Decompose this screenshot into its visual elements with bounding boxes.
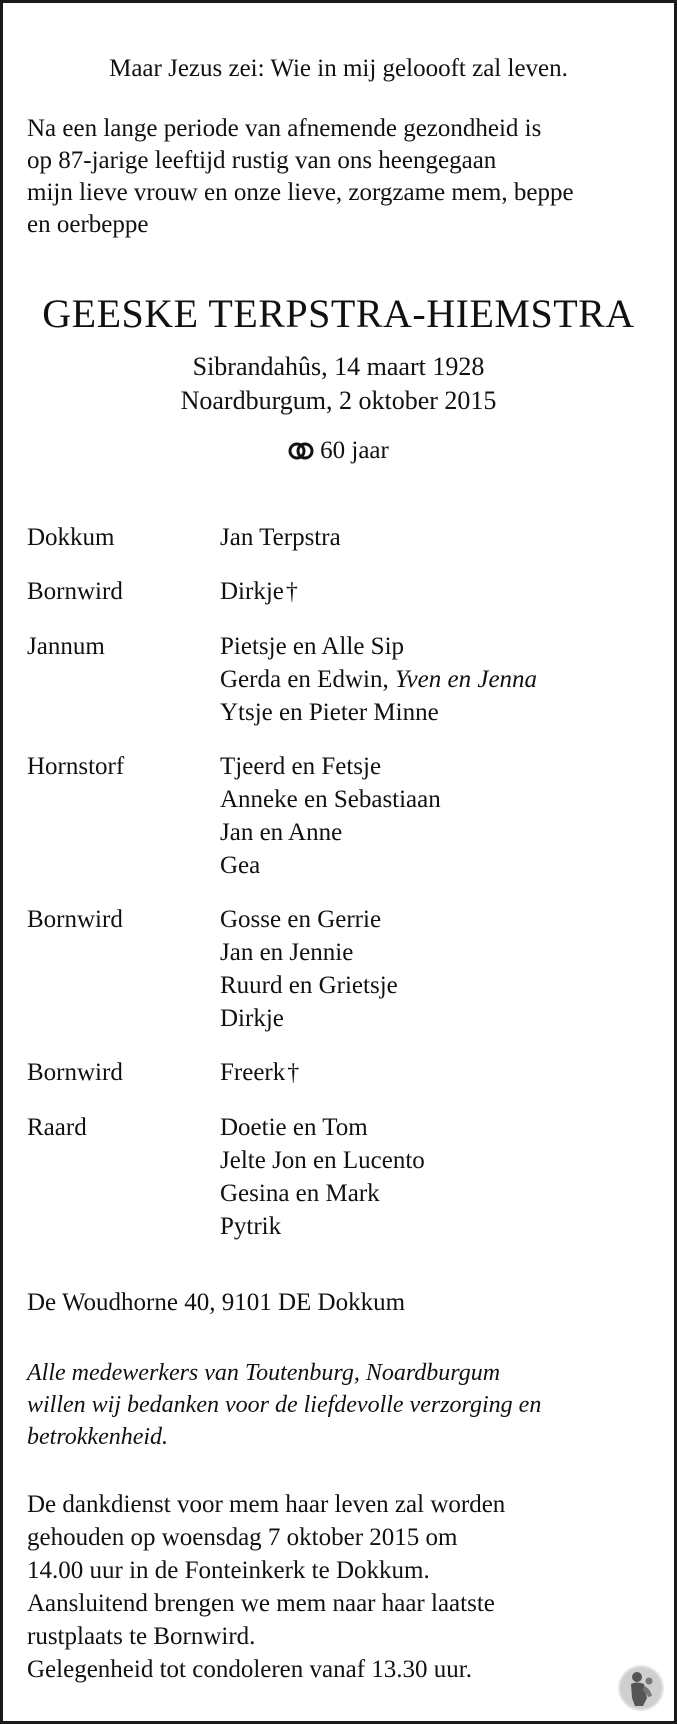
family-place: Jannum (27, 633, 105, 660)
family-members (220, 903, 398, 1035)
service-info (27, 1488, 657, 1686)
family-member: Dirkje (220, 578, 284, 605)
family-member-row (220, 575, 298, 609)
family-member: Anneke en Sebastiaan (220, 786, 441, 813)
family-member: Freerk (220, 1059, 286, 1086)
intro-line: op 87-jarige leeftijd rustig van ons heengegaan (27, 147, 497, 174)
family-member: Gea (220, 852, 261, 879)
family-place: Bornwird (27, 578, 123, 605)
family-members (220, 575, 298, 609)
family-member: Jan Terpstra (220, 524, 341, 551)
cross-icon: † (287, 1060, 300, 1086)
thanks-note (27, 1357, 657, 1453)
family-members (220, 521, 341, 554)
thanks-line: Alle medewerkers van Toutenburg, Noardburgum (27, 1360, 501, 1386)
thanks-line: betrokkenheid. (27, 1424, 169, 1450)
family-member: Ruurd en Grietsje (220, 972, 398, 999)
deceased-name: GEESKE TERPSTRA-HIEMSTRA (42, 291, 635, 336)
family-place: Dokkum (27, 524, 115, 551)
family-place: Hornstorf (27, 753, 125, 780)
family-place: Bornwird (27, 1059, 123, 1086)
family-member: Doetie en Tom (220, 1114, 368, 1141)
home-address: De Woudhorne 40, 9101 DE Dokkum (27, 1289, 406, 1316)
life-dates (3, 350, 674, 418)
service-line: 14.00 uur in de Fonteinkerk te Dokkum. (27, 1557, 430, 1584)
family-member-row (220, 1056, 299, 1090)
family-member: Gerda en Edwin, (220, 666, 389, 693)
intro-text (27, 113, 657, 241)
family-member: Pietsje en Alle Sip (220, 633, 405, 660)
family-member: Gosse en Gerrie (220, 906, 382, 933)
family-list (27, 521, 657, 1264)
family-group (27, 575, 657, 609)
service-line: Gelegenheid tot condoleren vanaf 13.30 uur. (27, 1656, 472, 1683)
death-line: Noardburgum, 2 oktober 2015 (180, 386, 497, 415)
family-group (27, 1056, 657, 1090)
family-member: Jelte Jon en Lucento (220, 1147, 425, 1174)
service-line: rustplaats te Bornwird. (27, 1623, 256, 1650)
birth-line: Sibrandahûs, 14 maart 1928 (192, 352, 485, 381)
family-place: Bornwird (27, 906, 123, 933)
marriage-duration (3, 437, 674, 468)
family-group (27, 1111, 657, 1243)
family-member: Jan en Anne (220, 819, 343, 846)
family-member: Pytrik (220, 1213, 282, 1240)
family-group (27, 521, 657, 554)
bible-quote: Maar Jezus zei: Wie in mij geloooft zal leven. (109, 55, 568, 82)
family-group (27, 903, 657, 1035)
family-member: Dirkje (220, 1005, 284, 1032)
marriage-years: 60 jaar (320, 437, 389, 464)
thanks-line: willen wij bedanken voor de liefdevolle verzorging en (27, 1392, 542, 1418)
grandchildren-names: Yven en Jenna (394, 666, 538, 693)
publisher-logo-icon (617, 1664, 665, 1712)
family-member: Gesina en Mark (220, 1180, 380, 1207)
family-member: Ytsje en Pieter Minne (220, 699, 439, 726)
cross-icon: † (285, 579, 298, 605)
family-place: Raard (27, 1114, 87, 1141)
intro-line: mijn lieve vrouw en onze lieve, zorgzame mem, beppe (27, 179, 574, 206)
family-members (220, 750, 441, 882)
service-line: Aansluitend brengen we mem naar haar laatste (27, 1590, 495, 1617)
family-group (27, 630, 657, 729)
family-members (220, 1111, 425, 1243)
family-member: Jan en Jennie (220, 939, 354, 966)
family-member: Tjeerd en Fetsje (220, 753, 382, 780)
family-member-row (220, 663, 537, 696)
intro-line: en oerbeppe (27, 211, 149, 238)
family-members (220, 630, 537, 729)
intro-line: Na een lange periode van afnemende gezondheid is (27, 115, 542, 142)
wedding-rings-icon (288, 440, 314, 468)
service-line: De dankdienst voor mem haar leven zal worden (27, 1491, 506, 1518)
family-members (220, 1056, 299, 1090)
service-line: gehouden op woensdag 7 oktober 2015 om (27, 1524, 458, 1551)
family-group (27, 750, 657, 882)
